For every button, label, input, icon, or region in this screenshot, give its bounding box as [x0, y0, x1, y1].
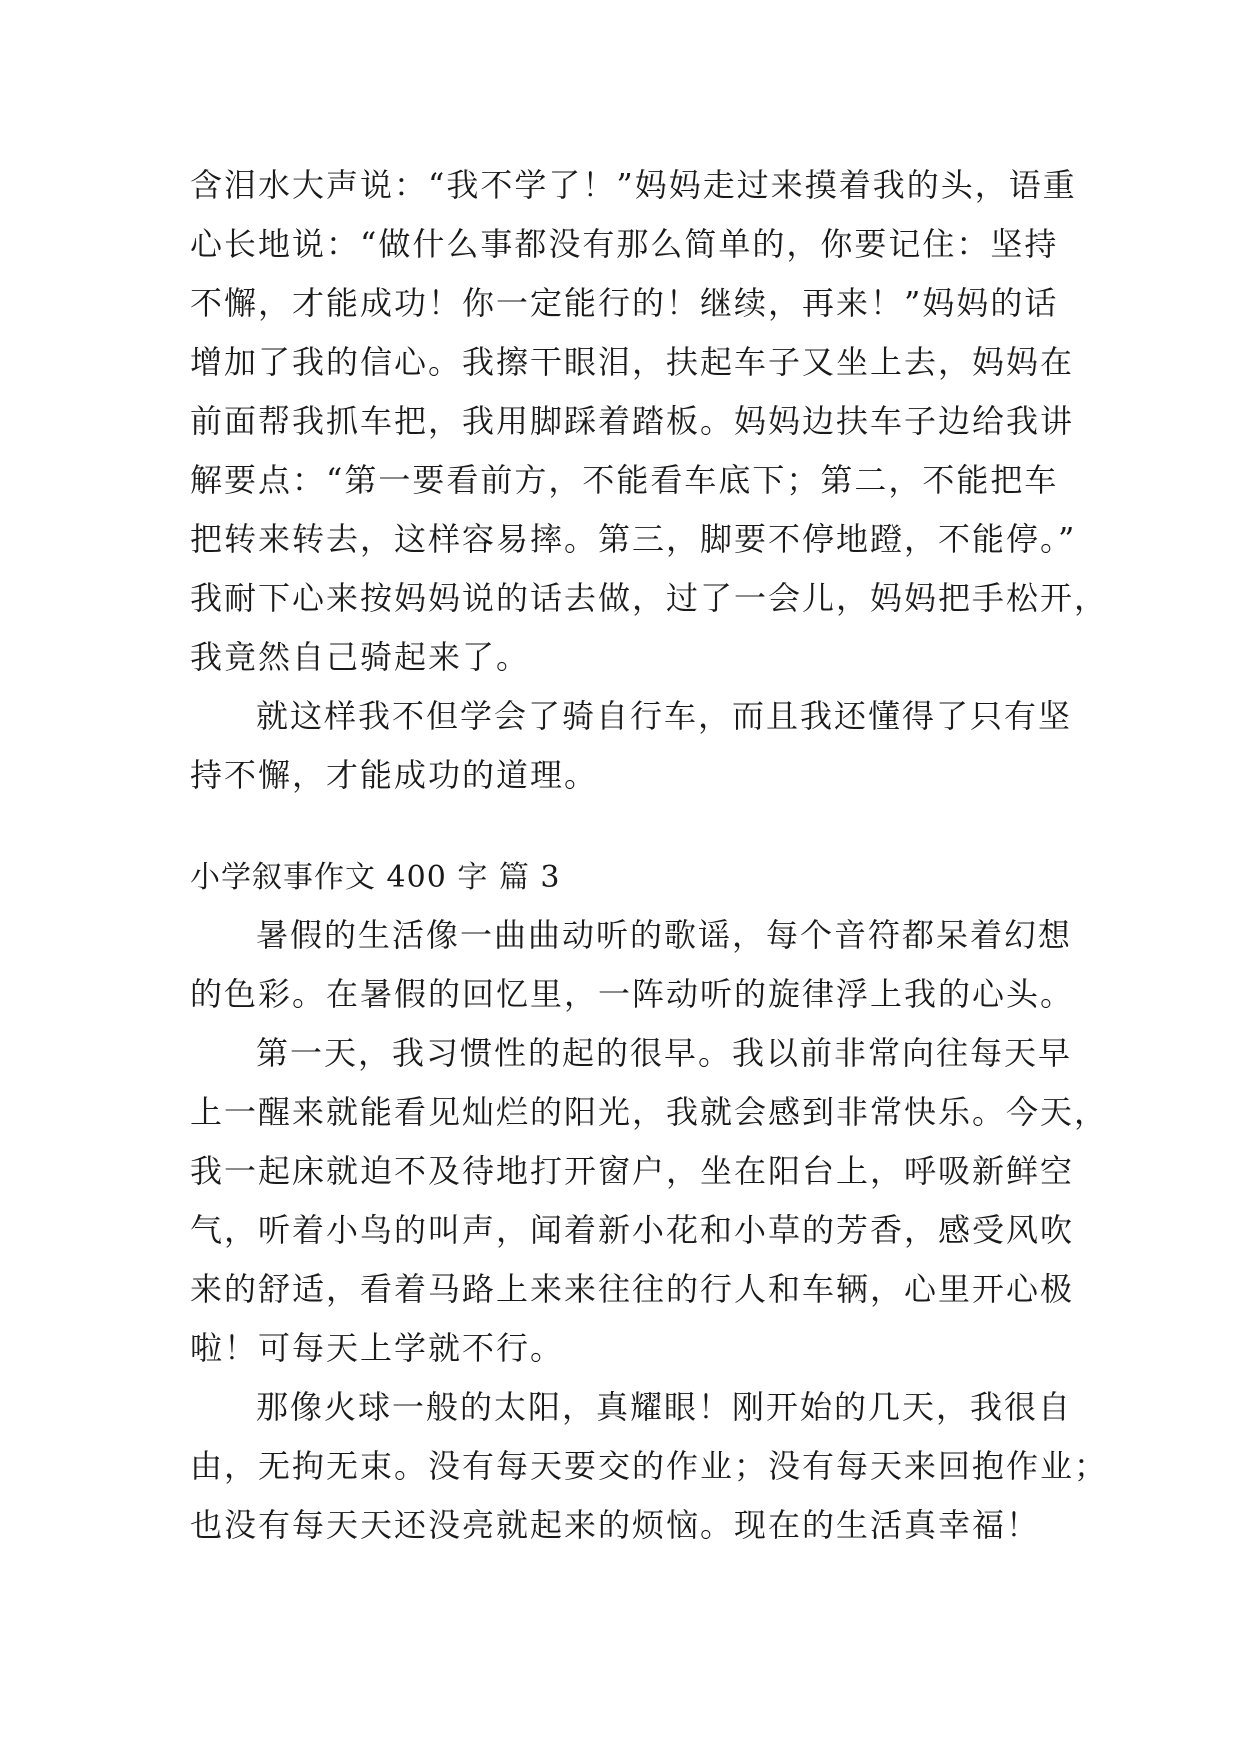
section-title: 小学叙事作文 400 字 篇 3	[190, 860, 561, 895]
paragraph-line: 我竟然自己骑起来了。	[190, 638, 531, 676]
paragraph-line: 就这样我不但学会了骑自行车，而且我还懂得了只有坚	[256, 697, 1073, 735]
paragraph-line: 增加了我的信心。我擦干眼泪，扶起车子又坐上去，妈妈在	[190, 343, 1075, 381]
paragraph-line: 把转来转去，这样容易摔。第三，脚要不停地蹬，不能停。”	[190, 520, 1077, 558]
paragraph-line: 不懈，才能成功！你一定能行的！继续，再来！”妈妈的话	[190, 284, 1059, 322]
paragraph-line: 那像火球一般的太阳，真耀眼！刚开始的几天，我很自	[256, 1388, 1073, 1426]
paragraph-line: 持不懈，才能成功的道理。	[190, 756, 599, 794]
paragraph-line: 含泪水大声说：“我不学了！”妈妈走过来摸着我的头，语重	[190, 166, 1077, 204]
previous-essay-body	[190, 156, 1109, 805]
paragraph-line: 的色彩。在暑假的回忆里，一阵动听的旋律浮上我的心头。	[190, 975, 1075, 1013]
paragraph-line: 由，无拘无束。没有每天要交的作业；没有每天来回抱作业；	[190, 1447, 1109, 1485]
paragraph-line: 暑假的生活像一曲曲动听的歌谣，每个音符都呆着幻想	[256, 916, 1073, 954]
paragraph-line: 前面帮我抓车把，我用脚踩着踏板。妈妈边扶车子边给我讲	[190, 402, 1075, 440]
paragraph-line: 解要点：“第一要看前方，不能看车底下；第二，不能把车	[190, 461, 1059, 499]
paragraph-line: 心长地说：“做什么事都没有那么简单的，你要记住：坚持	[190, 225, 1059, 263]
paragraph-line: 啦！可每天上学就不行。	[190, 1329, 565, 1367]
essay-3-body	[190, 906, 1109, 1555]
paragraph-line: 也没有每天天还没亮就起来的烦恼。现在的生活真幸福！	[190, 1506, 1041, 1544]
paragraph-line: 我一起床就迫不及待地打开窗户，坐在阳台上，呼吸新鲜空	[190, 1152, 1075, 1190]
paragraph-line: 来的舒适，看着马路上来来往往的行人和车辆，心里开心极	[190, 1270, 1075, 1308]
paragraph-line: 气，听着小鸟的叫声，闻着新小花和小草的芳香，感受风吹	[190, 1211, 1075, 1249]
paragraph-line: 第一天，我习惯性的起的很早。我以前非常向往每天早	[256, 1034, 1073, 1072]
paragraph-line: 我耐下心来按妈妈说的话去做，过了一会儿，妈妈把手松开，	[190, 579, 1109, 617]
paragraph-line: 上一醒来就能看见灿烂的阳光，我就会感到非常快乐。今天，	[190, 1093, 1109, 1131]
